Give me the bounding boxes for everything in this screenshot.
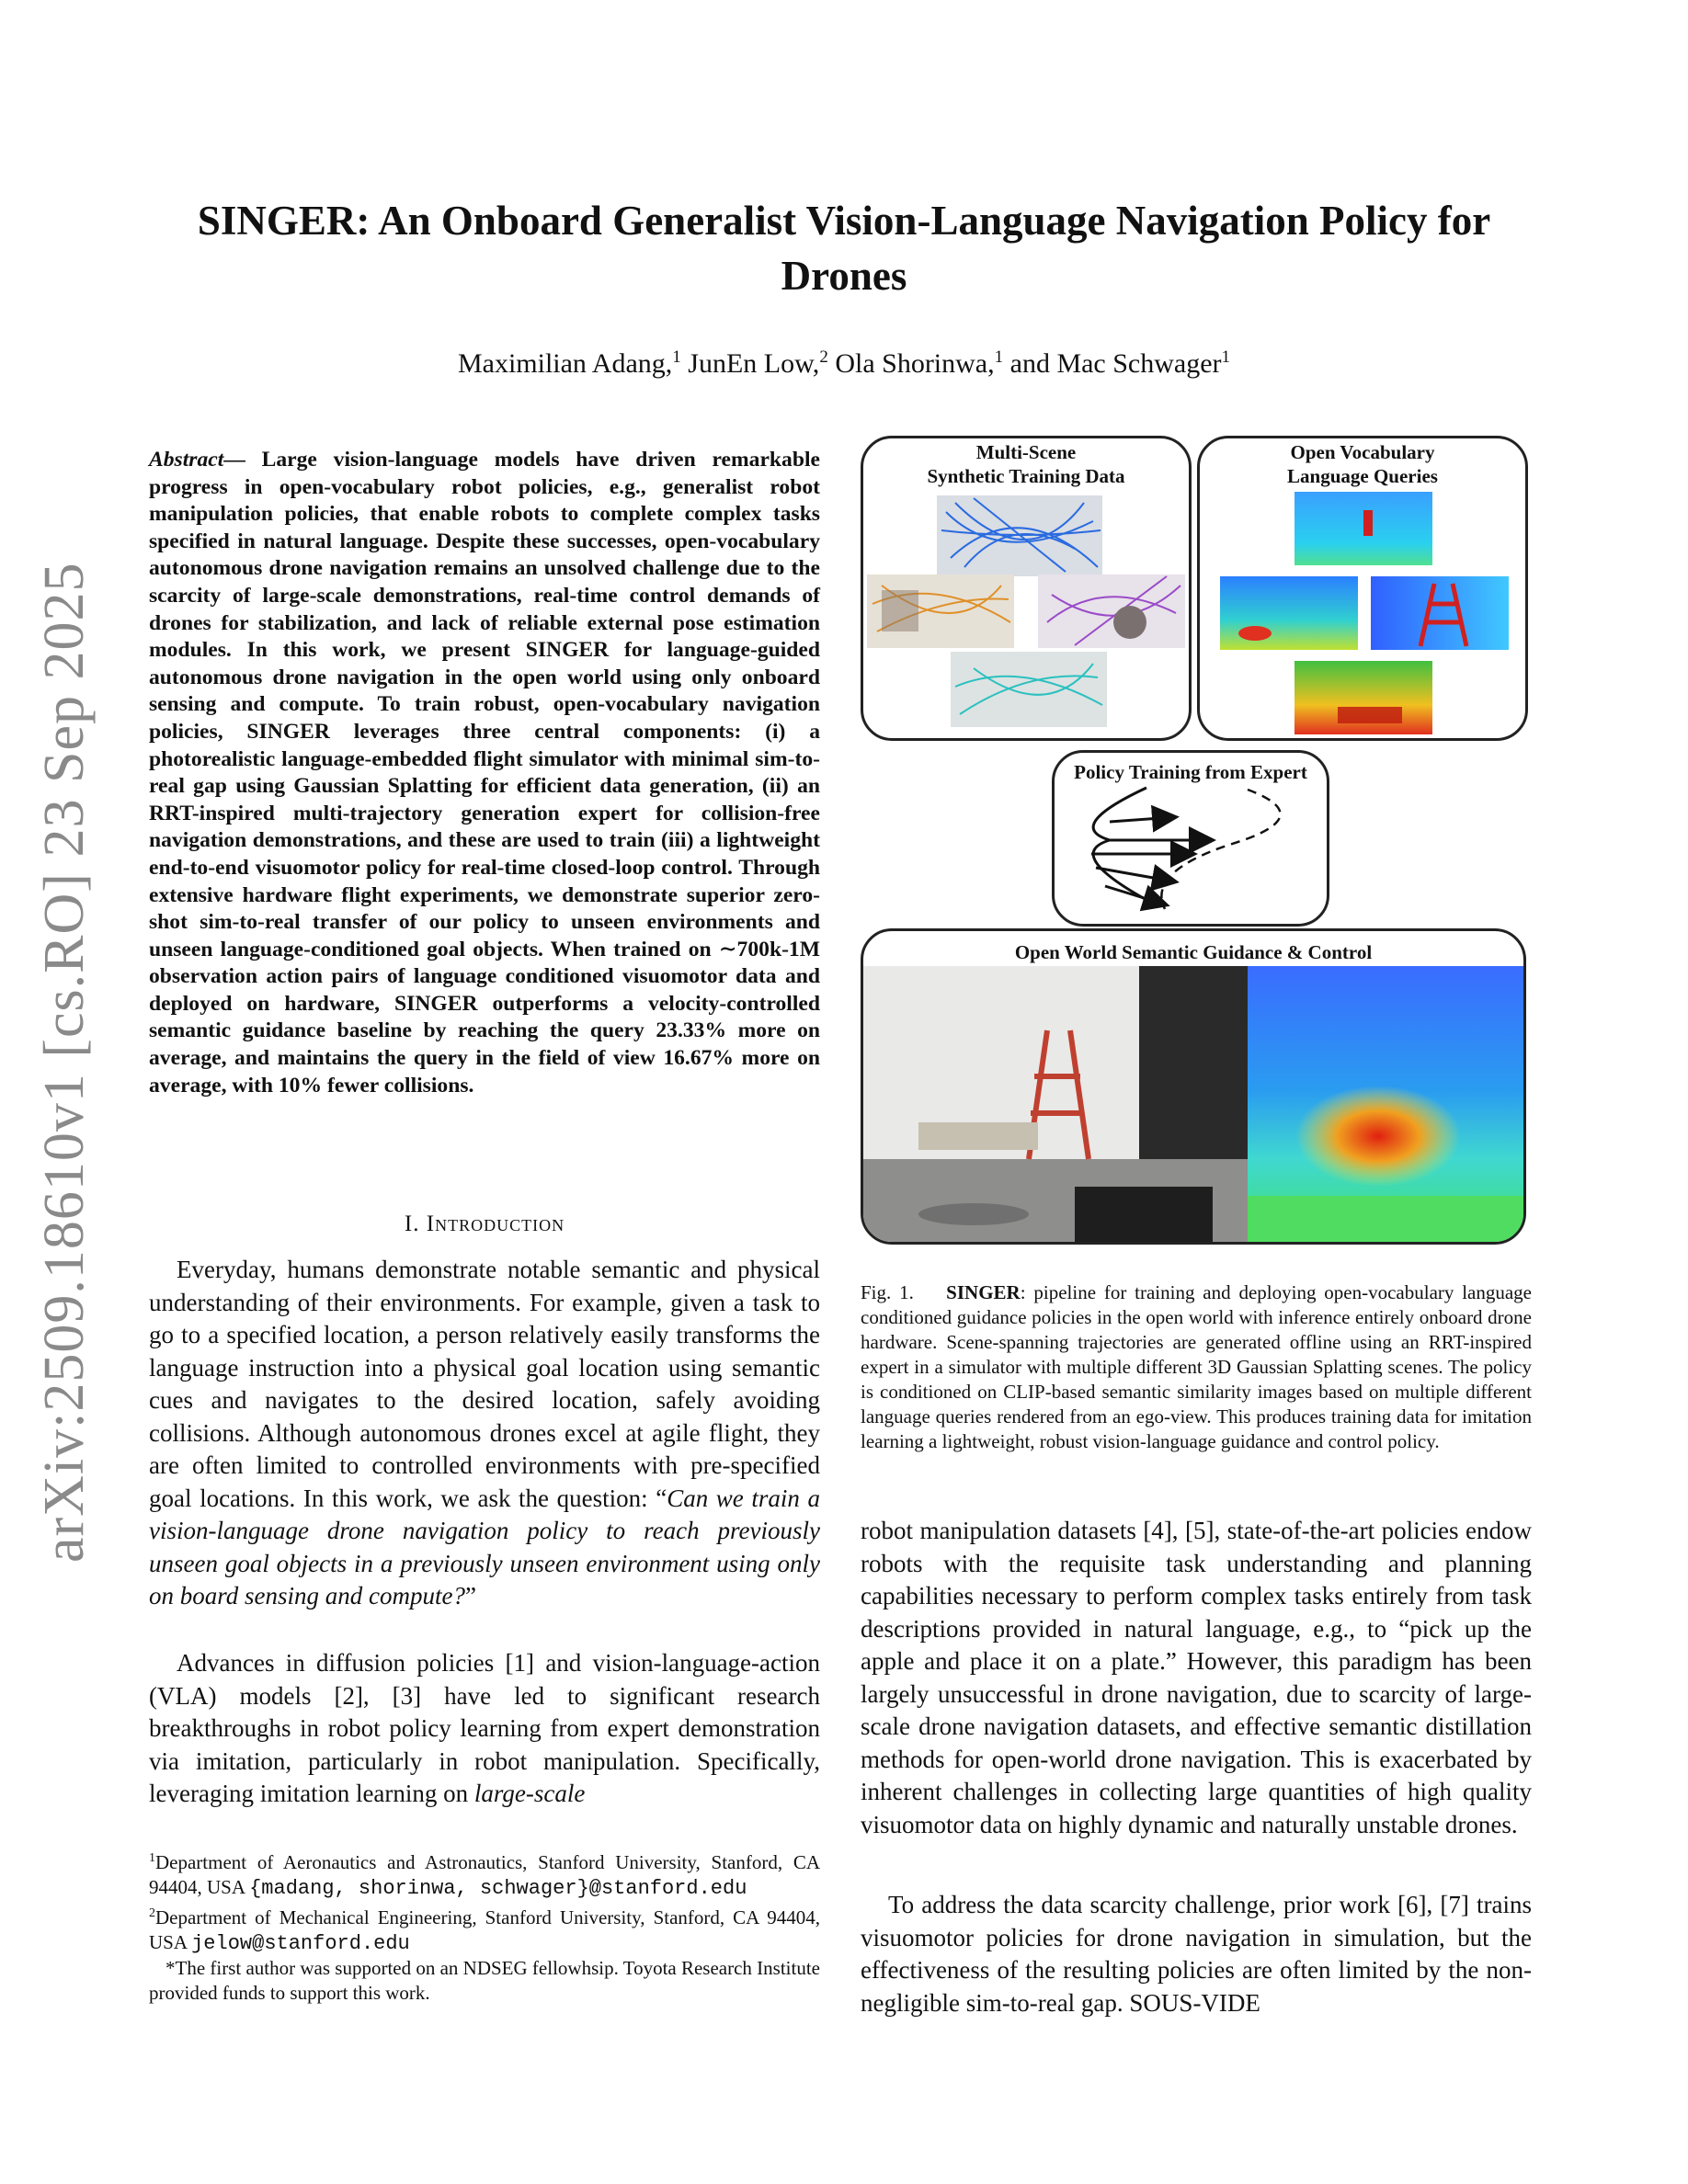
author-name: Maximilian Adang, (457, 348, 673, 379)
intro-question: Can we train a vision-language drone navigation policy to reach previously unseen goal objects in a previously unseen environment using only on board sensing and compute? (149, 1484, 820, 1610)
section-number: I. (404, 1211, 420, 1236)
box-training-data (861, 436, 1192, 741)
abstract (149, 447, 820, 1099)
scene-4 (951, 652, 1107, 727)
intro-text: Advances in diffusion policies [1] and vision-language-action (VLA) models [2], [3] have led to significant research breakthroughs in robot policy learning from expert demonstration via imitation, particularly in robot manipulation. Specifically, leveraging imitation learning on (149, 1649, 820, 1807)
hardware-scene-image (863, 966, 1523, 1242)
figure-1 (861, 436, 1532, 1245)
footnote-2 (149, 1901, 820, 1956)
arxiv-stamp: arXiv:2509.18610v1 [cs.RO] 23 Sep 2025 (33, 562, 96, 1563)
box-policy-training (1052, 750, 1329, 927)
box-title-line: Multi-Scene (975, 441, 1077, 463)
policy-arrow (1105, 886, 1165, 904)
footnote-mark: 2 (149, 1906, 155, 1920)
right-paragraph-2: To address the data scarcity challenge, prior work [6], [7] trains visuomotor policies for drone navigation in simulation, but the effectiveness of the resulting policies are often limited by the non-negligible sim-to-real gap. SOUS-VIDE (861, 1891, 1532, 2017)
abstract-text: — Large vision-language models have driven remarkable progress in open-vocabulary robot policies, e.g., generalist robot manipulation policies, that enable robots to complete complex tasks specified in natural language. Despite these successes, open-vocabulary autonomous drone navigation remains an unsolved challenge due to the scarcity of large-scale demonstrations, real-time control demands of drones for stabilization, and lack of reliable external pose estimation modules. In this work, we present SINGER for language-guided autonomous drone navigation in the open world using only onboard sensing and compute. To train robust, open-vocabulary navigation policies, SINGER leverages three central components: (i) a photorealistic language-embedded flight simulator with minimal sim-to-real gap using Gaussian Splatting for efficient data generation, (ii) an RRT-inspired multi-trajectory generation expert for collision-free navigation demonstrations, and these are used to train (iii) a lightweight end-to-end visuomotor policy for real-time closed-loop control. Through extensive hardware flight experiments, we demonstrate superior zero-shot sim-to-real transfer of our policy to unseen environments and unseen language-conditioned goal objects. When trained on ∼700k-1M observation action pairs of language conditioned visuomotor data and deployed on hardware, SINGER outperforms a velocity-controlled semantic guidance baseline by reaching the query 23.33% more on average, and maintains the query in the field of view 16.67% more on average, with 10% fewer collisions. (149, 448, 820, 1098)
query-map-3 (1371, 576, 1509, 650)
policy-arrow (1110, 817, 1174, 822)
box-language-queries (1197, 436, 1528, 741)
footnote-mark: 1 (149, 1851, 155, 1865)
camera-view (863, 966, 1248, 1242)
footnotes (149, 1846, 820, 2006)
intro-emphasis: large-scale (473, 1780, 586, 1807)
affiliation-mark: 2 (819, 347, 828, 367)
author-name: and Mac Schwager (1009, 348, 1222, 379)
footnote-1 (149, 1846, 820, 1901)
intro-text: ” (464, 1582, 476, 1610)
expert-trajectory-dashed (1161, 790, 1280, 909)
caption-text: : pipeline for training and deploying open-vocabulary language conditioned guidance policies in the open world with inference entirely onboard drone hardware. Scene-spanning trajectories are generated offline using an RRT-inspired expert in a simulator with multiple different 3D Gaussian Splatting scenes. The policy is conditioned on CLIP-based semantic similarity images based on multiple different language queries rendered from an ego-view. This produces training data for imitation learning a lightweight, robust vision-language guidance and control policy. (861, 1281, 1533, 1452)
intro-text: Everyday, humans demonstrate notable semantic and physical understanding of their environments. For example, given a task to go to a specified location, a person relatively easily transforms the language instruction into a physical goal location using semantic cues and navigates to the desired location, safely avoiding collisions. Although autonomous drones excel at agile flight, they are often limited to controlled environments with pre-specified goal locations. In this work, we ask the question: “ (149, 1256, 820, 1512)
box-open-world (861, 928, 1526, 1245)
abstract-lead: Abstract (149, 448, 224, 472)
footnote-text: Department of Aeronautics and Astronautics, Stanford University, Stanford, CA 94404, USA (149, 1851, 820, 1898)
affiliation-mark: 1 (994, 347, 1004, 367)
box-title: Open World Semantic Guidance & Control (1014, 941, 1373, 963)
caption-label: Fig. 1. (861, 1281, 914, 1303)
footnote-text: Department of Mechanical Engineering, Stanford University, Stanford, CA 94404, USA (149, 1906, 820, 1953)
policy-arrows-diagram (1055, 753, 1327, 924)
query-map-2 (1220, 576, 1358, 650)
box-title-line: Synthetic Training Data (927, 465, 1125, 487)
footnote-3: *The first author was supported on an NDSEG fellowhsip. Toyota Research Institute provided funds to support this work. (149, 1957, 821, 2004)
author-list (138, 347, 1550, 380)
section-title: Introduction (426, 1211, 565, 1236)
intro-paragraph-2 (149, 1647, 820, 1811)
figure-caption (861, 1280, 1532, 1454)
scene-3 (1038, 574, 1185, 648)
semantic-heatmap-view (1248, 966, 1523, 1242)
paper-title: SINGER: An Onboard Generalist Vision-Language Navigation Policy for Drones (197, 198, 1491, 299)
intro-paragraph-1 (149, 1254, 820, 1613)
affiliation-mark: 1 (672, 347, 681, 367)
expert-curve (1093, 788, 1146, 900)
footnote-email: jelow@stanford.edu (191, 1932, 410, 1955)
query-map-1 (1295, 492, 1432, 565)
scene-2 (867, 574, 1014, 648)
author-name: Ola Shorinwa, (835, 348, 995, 379)
footnote-email: {madang, shorinwa, schwager}@stanford.edu (249, 1877, 747, 1900)
author-name: JunEn Low, (688, 348, 820, 379)
similarity-maps-image (1200, 438, 1525, 738)
query-map-4 (1295, 661, 1432, 734)
box-title-line: Language Queries (1287, 465, 1438, 487)
right-paragraph-1: robot manipulation datasets [4], [5], state-of-the-art policies endow robots with the requisite task understanding and planning capabilities necessary to perform complex tasks entirely from task descriptions provided in natural language, e.g., to “pick up the apple and place it on a plate.” However, this paradigm has been largely unsuccessful in drone navigation, due to scarcity of large-scale drone navigation datasets, and effective semantic distillation methods for open-world drone navigation. This is exacerbated by inherent challenges in collecting large quantities of high quality visuomotor data on highly dynamic and naturally unstable drones. (861, 1517, 1532, 1838)
box-title-line: Open Vocabulary (1290, 441, 1435, 463)
scene-1 (937, 495, 1102, 576)
box-title: Policy Training from Expert (1074, 761, 1307, 783)
scene-collage-image (863, 438, 1189, 738)
caption-bold: SINGER (946, 1281, 1021, 1303)
section-heading (149, 1211, 820, 1237)
affiliation-mark: 1 (1221, 347, 1231, 367)
